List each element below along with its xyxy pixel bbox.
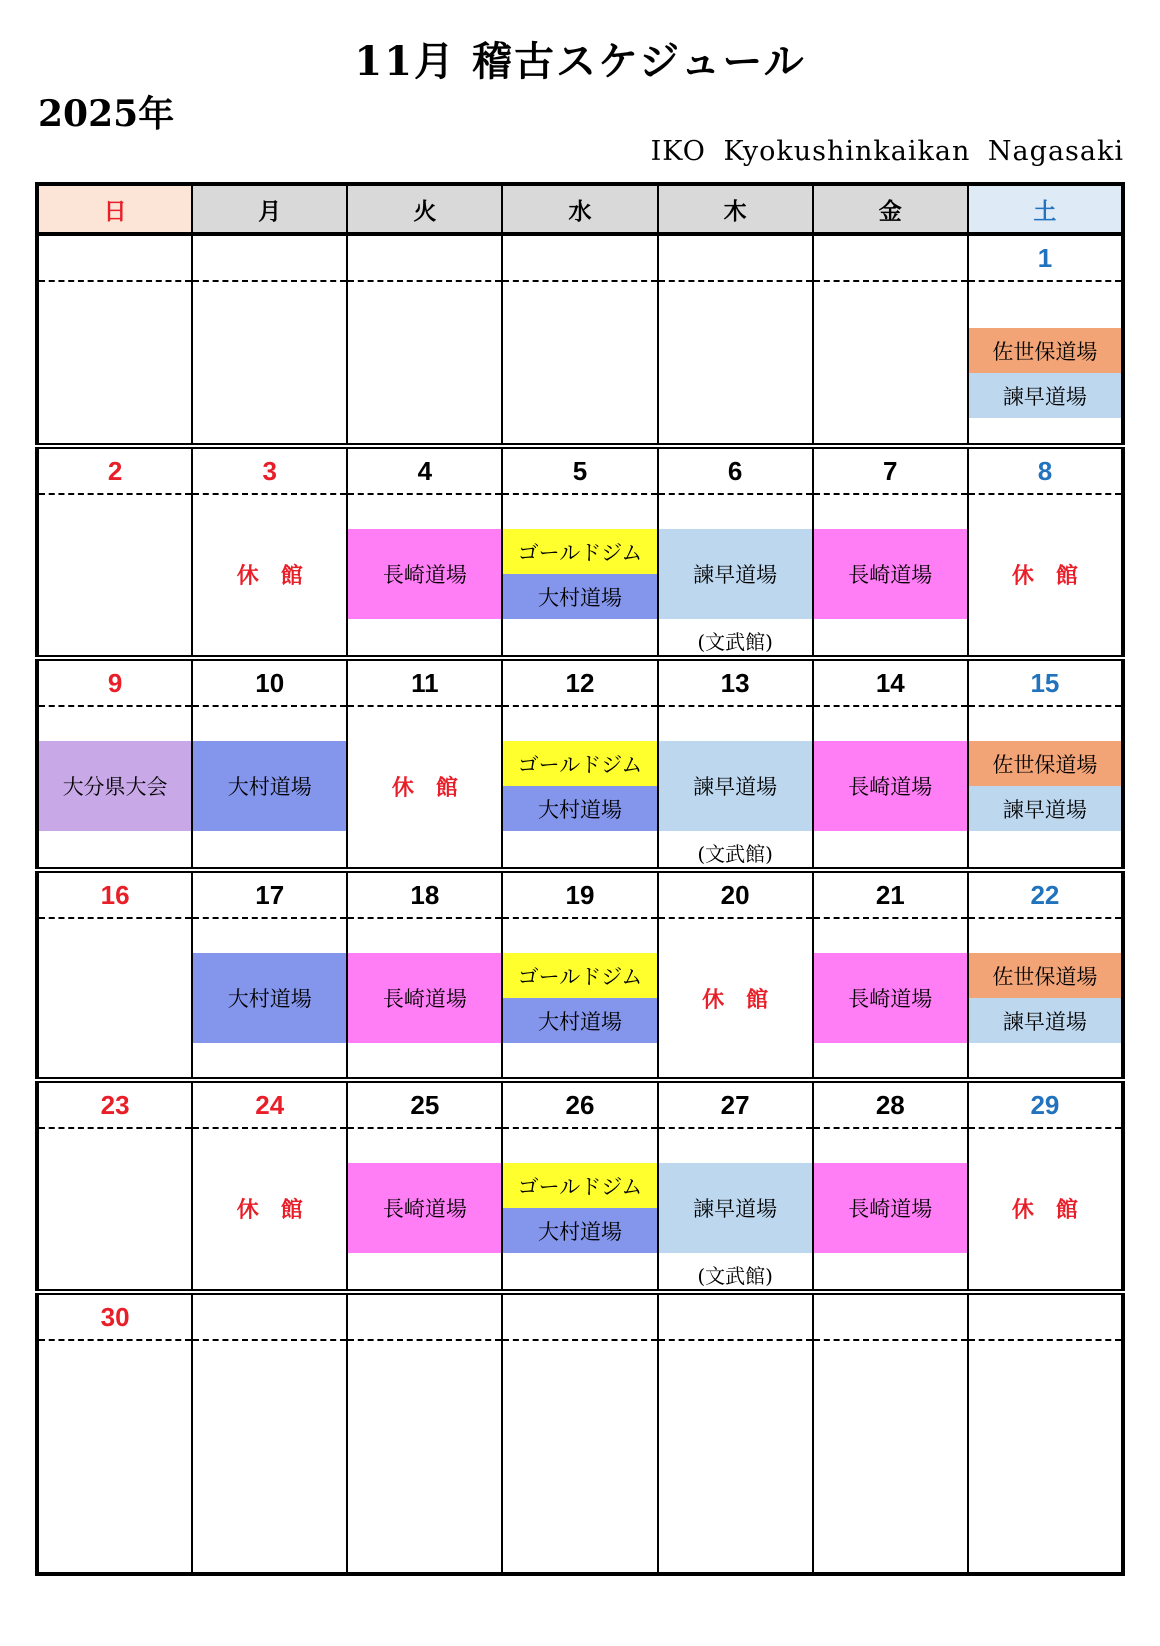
date-number xyxy=(193,1295,346,1341)
events-area xyxy=(814,495,967,619)
date-number: 20 xyxy=(659,873,812,919)
event-badge-sasebo: 佐世保道場 xyxy=(969,328,1121,373)
event-badge-nagasaki: 長崎道場 xyxy=(814,1163,967,1253)
day-cell-30 xyxy=(37,1292,192,1574)
date-number: 11 xyxy=(348,661,501,707)
events-area xyxy=(193,495,346,619)
event-badge-taikai: 大分県大会 xyxy=(39,741,191,831)
weekday-header-row xyxy=(37,184,1123,234)
page-title: 11月 稽古スケジュール xyxy=(354,38,806,85)
events-area xyxy=(814,919,967,1043)
events-area xyxy=(193,707,346,831)
events-area xyxy=(193,282,346,328)
event-badge-nagasaki: 長崎道場 xyxy=(348,953,501,1043)
day-cell-6 xyxy=(658,446,813,658)
day-cell xyxy=(658,234,813,446)
events-area xyxy=(969,282,1121,418)
events-area xyxy=(969,1341,1121,1375)
week-row xyxy=(37,870,1123,1080)
date-number: 2 xyxy=(39,449,191,495)
day-cell xyxy=(813,1292,968,1574)
event-badge-isahaya: 諫早道場 xyxy=(969,786,1121,831)
events-area xyxy=(503,282,656,328)
day-cell xyxy=(192,1292,347,1574)
day-cell xyxy=(658,1292,813,1574)
events-area xyxy=(39,495,191,529)
event-badge-nagasaki: 長崎道場 xyxy=(348,529,501,619)
events-area xyxy=(39,282,191,328)
date-number: 12 xyxy=(503,661,656,707)
venue-note: (文武館) xyxy=(697,630,773,654)
event-badge-omura: 大村道場 xyxy=(503,998,656,1043)
event-badge-goldgym: ゴールドジム xyxy=(503,529,656,574)
events-area xyxy=(348,282,501,328)
date-number: 25 xyxy=(348,1083,501,1129)
date-number: 26 xyxy=(503,1083,656,1129)
day-cell xyxy=(37,234,192,446)
day-cell-13 xyxy=(658,658,813,870)
closed-label: 休 館 xyxy=(702,986,769,1013)
date-number: 9 xyxy=(39,661,191,707)
events-area xyxy=(39,707,191,831)
week-row xyxy=(37,234,1123,446)
date-number: 1 xyxy=(969,236,1121,282)
date-number: 13 xyxy=(659,661,812,707)
events-area xyxy=(814,1341,967,1375)
date-number: 28 xyxy=(814,1083,967,1129)
date-number xyxy=(39,236,191,282)
date-number: 7 xyxy=(814,449,967,495)
events-area xyxy=(193,1129,346,1253)
events-area xyxy=(503,1341,656,1375)
date-number: 21 xyxy=(814,873,967,919)
date-number: 19 xyxy=(503,873,656,919)
day-cell-16 xyxy=(37,870,192,1080)
events-area xyxy=(659,282,812,328)
venue-note: (文武館) xyxy=(697,842,773,866)
event-badge-omura: 大村道場 xyxy=(503,574,656,619)
event-badge-isahaya: 諫早道場 xyxy=(659,741,812,831)
events-area xyxy=(969,1129,1121,1253)
event-badge-isahaya: 諫早道場 xyxy=(659,1163,812,1253)
date-number: 23 xyxy=(39,1083,191,1129)
closed-label: 休 館 xyxy=(1011,562,1078,589)
date-number: 4 xyxy=(348,449,501,495)
date-number xyxy=(814,1295,967,1341)
closed-label: 休 館 xyxy=(236,562,303,589)
day-cell-20 xyxy=(658,870,813,1080)
event-badge-goldgym: ゴールドジム xyxy=(503,741,656,786)
date-number xyxy=(969,1295,1121,1341)
events-area xyxy=(503,707,656,831)
day-cell-4 xyxy=(347,446,502,658)
events-area xyxy=(659,919,812,1043)
event-badge-isahaya: 諫早道場 xyxy=(969,373,1121,418)
day-cell xyxy=(502,234,657,446)
closed-label: 休 館 xyxy=(236,1196,303,1223)
events-area xyxy=(348,495,501,619)
day-cell-25 xyxy=(347,1080,502,1292)
weekday-header-wd-5: 金 xyxy=(813,184,968,234)
week-row xyxy=(37,446,1123,658)
date-number: 3 xyxy=(193,449,346,495)
date-number: 10 xyxy=(193,661,346,707)
date-number xyxy=(503,236,656,282)
events-area xyxy=(348,1341,501,1375)
events-area xyxy=(969,707,1121,831)
week-row xyxy=(37,1292,1123,1574)
date-number xyxy=(348,236,501,282)
weekday-header-wd-1: 月 xyxy=(192,184,347,234)
events-area xyxy=(659,1341,812,1375)
weekday-header-sat-6: 土 xyxy=(968,184,1123,234)
event-badge-sasebo: 佐世保道場 xyxy=(969,741,1121,786)
date-number: 27 xyxy=(659,1083,812,1129)
day-cell xyxy=(192,234,347,446)
events-area xyxy=(969,919,1121,1043)
event-badge-nagasaki: 長崎道場 xyxy=(814,741,967,831)
day-cell-8 xyxy=(968,446,1123,658)
day-cell-23 xyxy=(37,1080,192,1292)
day-cell xyxy=(502,1292,657,1574)
events-area xyxy=(348,919,501,1043)
day-cell-17 xyxy=(192,870,347,1080)
weekday-header-sun-0: 日 xyxy=(37,184,192,234)
day-cell-24 xyxy=(192,1080,347,1292)
events-area xyxy=(503,919,656,1043)
date-number: 22 xyxy=(969,873,1121,919)
day-cell-28 xyxy=(813,1080,968,1292)
events-area xyxy=(348,1129,501,1253)
date-number: 6 xyxy=(659,449,812,495)
events-area xyxy=(39,1341,191,1375)
day-cell xyxy=(813,234,968,446)
day-cell-19 xyxy=(502,870,657,1080)
date-number: 14 xyxy=(814,661,967,707)
events-area xyxy=(348,707,501,831)
day-cell-11 xyxy=(347,658,502,870)
event-badge-sasebo: 佐世保道場 xyxy=(969,953,1121,998)
events-area xyxy=(814,707,967,831)
day-cell xyxy=(968,1292,1123,1574)
weekday-header-wd-4: 木 xyxy=(658,184,813,234)
event-badge-isahaya: 諫早道場 xyxy=(969,998,1121,1043)
day-cell-27 xyxy=(658,1080,813,1292)
date-number: 30 xyxy=(39,1295,191,1341)
date-number: 8 xyxy=(969,449,1121,495)
day-cell-15 xyxy=(968,658,1123,870)
day-cell-10 xyxy=(192,658,347,870)
event-badge-goldgym: ゴールドジム xyxy=(503,1163,656,1208)
events-area xyxy=(503,1129,656,1253)
day-cell-14 xyxy=(813,658,968,870)
day-cell xyxy=(347,1292,502,1574)
event-badge-goldgym: ゴールドジム xyxy=(503,953,656,998)
date-number: 5 xyxy=(503,449,656,495)
events-area xyxy=(39,1129,191,1163)
event-badge-omura: 大村道場 xyxy=(193,741,346,831)
events-area xyxy=(193,919,346,1043)
calendar-table xyxy=(35,182,1125,1576)
day-cell-7 xyxy=(813,446,968,658)
event-badge-nagasaki: 長崎道場 xyxy=(814,529,967,619)
event-badge-omura: 大村道場 xyxy=(503,786,656,831)
date-number: 17 xyxy=(193,873,346,919)
events-area xyxy=(659,495,812,655)
events-area xyxy=(969,495,1121,619)
calendar-body xyxy=(37,234,1123,1574)
org-label: IKO Kyokushinkaikan Nagasaki xyxy=(650,136,1124,167)
day-cell-1 xyxy=(968,234,1123,446)
date-number: 24 xyxy=(193,1083,346,1129)
date-number xyxy=(503,1295,656,1341)
date-number: 15 xyxy=(969,661,1121,707)
day-cell-5 xyxy=(502,446,657,658)
event-badge-isahaya: 諫早道場 xyxy=(659,529,812,619)
events-area xyxy=(814,1129,967,1253)
day-cell-21 xyxy=(813,870,968,1080)
day-cell-22 xyxy=(968,870,1123,1080)
events-area xyxy=(503,495,656,619)
events-area xyxy=(39,919,191,953)
venue-note: (文武館) xyxy=(697,1264,773,1288)
event-badge-omura: 大村道場 xyxy=(193,953,346,1043)
date-number xyxy=(193,236,346,282)
day-cell-18 xyxy=(347,870,502,1080)
weekday-header-wd-3: 水 xyxy=(502,184,657,234)
date-number xyxy=(659,236,812,282)
week-row xyxy=(37,658,1123,870)
day-cell-29 xyxy=(968,1080,1123,1292)
event-badge-nagasaki: 長崎道場 xyxy=(348,1163,501,1253)
events-area xyxy=(659,707,812,867)
events-area xyxy=(193,1341,346,1375)
closed-label: 休 館 xyxy=(1011,1196,1078,1223)
date-number: 18 xyxy=(348,873,501,919)
day-cell-12 xyxy=(502,658,657,870)
date-number: 29 xyxy=(969,1083,1121,1129)
events-area xyxy=(659,1129,812,1289)
date-number xyxy=(814,236,967,282)
event-badge-omura: 大村道場 xyxy=(503,1208,656,1253)
day-cell-3 xyxy=(192,446,347,658)
day-cell-2 xyxy=(37,446,192,658)
events-area xyxy=(814,282,967,328)
date-number: 16 xyxy=(39,873,191,919)
event-badge-nagasaki: 長崎道場 xyxy=(814,953,967,1043)
day-cell-9 xyxy=(37,658,192,870)
closed-label: 休 館 xyxy=(391,774,458,801)
weekday-header-wd-2: 火 xyxy=(347,184,502,234)
day-cell-26 xyxy=(502,1080,657,1292)
year-label: 2025年 xyxy=(38,93,175,135)
day-cell xyxy=(347,234,502,446)
date-number xyxy=(659,1295,812,1341)
date-number xyxy=(348,1295,501,1341)
week-row xyxy=(37,1080,1123,1292)
